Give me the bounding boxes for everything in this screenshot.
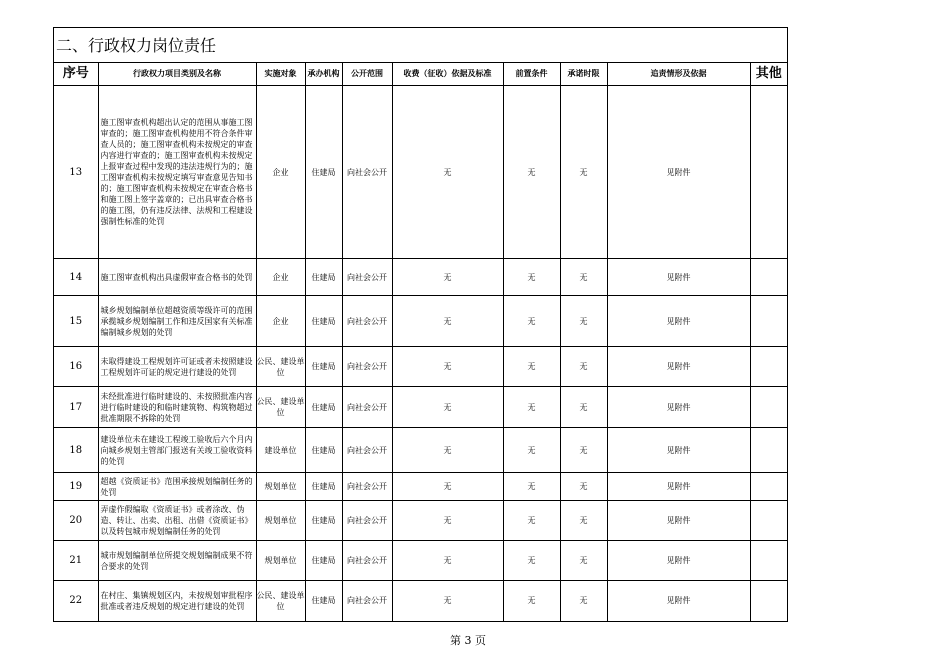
- table-row: [54, 86, 787, 259]
- cell-target: 公民、建设单位: [256, 581, 305, 621]
- cell-liability: 见附件: [607, 296, 750, 347]
- cell-item-name: 在村庄、集镇规划区内，未按规划审批程序批准或者违反规划的规定进行建设的处罚: [98, 581, 256, 621]
- cell-seq: 20: [54, 501, 98, 541]
- cell-agency: 住建局: [305, 473, 342, 501]
- table-row: [54, 501, 787, 541]
- cell-item-name: 施工图审查机构出具虚假审查合格书的处罚: [98, 259, 256, 296]
- cell-fee: 无: [392, 347, 503, 387]
- cell-agency: 住建局: [305, 387, 342, 428]
- cell-seq: 14: [54, 259, 98, 296]
- header-seq: 序号: [54, 63, 98, 86]
- cell-agency: 住建局: [305, 86, 342, 259]
- header-row: [54, 63, 787, 86]
- cell-target: 企业: [256, 296, 305, 347]
- cell-agency: 住建局: [305, 259, 342, 296]
- cell-other: [750, 501, 787, 541]
- cell-fee: 无: [392, 296, 503, 347]
- cell-other: [750, 86, 787, 259]
- table-row: [54, 428, 787, 473]
- cell-time-limit: 无: [560, 86, 607, 259]
- cell-precondition: 无: [503, 473, 560, 501]
- cell-precondition: 无: [503, 347, 560, 387]
- cell-other: [750, 259, 787, 296]
- header-agency: 承办机构: [305, 63, 342, 86]
- cell-scope: 向社会公开: [342, 259, 392, 296]
- cell-liability: 见附件: [607, 501, 750, 541]
- cell-agency: 住建局: [305, 581, 342, 621]
- cell-item-name: 城市规划编制单位所提交规划编制成果不符合要求的处罚: [98, 541, 256, 581]
- header-liability: 追责情形及依据: [607, 63, 750, 86]
- page-number: 第 3 页: [450, 634, 486, 647]
- header-scope: 公开范围: [342, 63, 392, 86]
- cell-scope: 向社会公开: [342, 541, 392, 581]
- cell-seq: 17: [54, 387, 98, 428]
- cell-target: 公民、建设单位: [256, 347, 305, 387]
- cell-fee: 无: [392, 428, 503, 473]
- cell-target: 企业: [256, 86, 305, 259]
- cell-liability: 见附件: [607, 259, 750, 296]
- responsibility-table: [54, 63, 787, 621]
- section-title: 二、行政权力岗位责任: [54, 28, 787, 63]
- table-row: [54, 473, 787, 501]
- cell-scope: 向社会公开: [342, 473, 392, 501]
- cell-seq: 19: [54, 473, 98, 501]
- cell-scope: 向社会公开: [342, 296, 392, 347]
- cell-target: 企业: [256, 259, 305, 296]
- cell-liability: 见附件: [607, 86, 750, 259]
- cell-scope: 向社会公开: [342, 581, 392, 621]
- cell-item-name: 施工图审查机构超出认定的范围从事施工图审查的；施工图审查机构使用不符合条件审查人员的；施工图审查机构未按规定的审查内容进行审查的；施工图审查机构未按规定上报审查过程中发现的违法违规行为的；施工图审查机构未按规定填写审查意见告知书的；施工图审查机构未按规定在审查合格书和施工图上签字盖章的；已出具审查合格书的施工图，仍有违反法律、法规和工程建设强制性标准的处罚: [98, 86, 256, 259]
- cell-precondition: 无: [503, 428, 560, 473]
- cell-other: [750, 541, 787, 581]
- cell-precondition: 无: [503, 86, 560, 259]
- cell-fee: 无: [392, 501, 503, 541]
- cell-item-name: 未经批准进行临时建设的、未按照批准内容进行临时建设的和临时建筑物、构筑物超过批准期限不拆除的处罚: [98, 387, 256, 428]
- cell-seq: 22: [54, 581, 98, 621]
- cell-time-limit: 无: [560, 501, 607, 541]
- cell-precondition: 无: [503, 501, 560, 541]
- cell-agency: 住建局: [305, 541, 342, 581]
- cell-seq: 13: [54, 86, 98, 259]
- cell-time-limit: 无: [560, 259, 607, 296]
- table-row: [54, 347, 787, 387]
- cell-liability: 见附件: [607, 428, 750, 473]
- cell-item-name: 弄虚作假编取《资质证书》或者涂改、伪造、转让、出卖、出租、出借《资质证书》以及转包城市规划编制任务的处罚: [98, 501, 256, 541]
- cell-item-name: 未取得建设工程规划许可证或者未按照建设工程规划许可证的规定进行建设的处罚: [98, 347, 256, 387]
- cell-fee: 无: [392, 541, 503, 581]
- table-row: [54, 296, 787, 347]
- cell-liability: 见附件: [607, 347, 750, 387]
- cell-seq: 21: [54, 541, 98, 581]
- cell-liability: 见附件: [607, 473, 750, 501]
- header-fee: 收费（征收）依据及标准: [392, 63, 503, 86]
- cell-seq: 16: [54, 347, 98, 387]
- cell-time-limit: 无: [560, 387, 607, 428]
- table-row: [54, 387, 787, 428]
- cell-time-limit: 无: [560, 473, 607, 501]
- cell-scope: 向社会公开: [342, 86, 392, 259]
- header-time-limit: 承诺时限: [560, 63, 607, 86]
- header-item: 行政权力项目类别及名称: [98, 63, 256, 86]
- cell-target: 规划单位: [256, 473, 305, 501]
- cell-other: [750, 428, 787, 473]
- cell-target: 建设单位: [256, 428, 305, 473]
- cell-other: [750, 296, 787, 347]
- cell-scope: 向社会公开: [342, 347, 392, 387]
- cell-liability: 见附件: [607, 541, 750, 581]
- cell-precondition: 无: [503, 296, 560, 347]
- cell-item-name: 建设单位未在建设工程竣工验收后六个月内向城乡规划主管部门报送有关竣工验收资料的处罚: [98, 428, 256, 473]
- cell-item-name: 超越《资质证书》范围承接规划编制任务的处罚: [98, 473, 256, 501]
- cell-target: 规划单位: [256, 541, 305, 581]
- cell-other: [750, 387, 787, 428]
- cell-precondition: 无: [503, 259, 560, 296]
- cell-scope: 向社会公开: [342, 387, 392, 428]
- cell-agency: 住建局: [305, 501, 342, 541]
- cell-precondition: 无: [503, 387, 560, 428]
- cell-precondition: 无: [503, 581, 560, 621]
- cell-seq: 18: [54, 428, 98, 473]
- cell-liability: 见附件: [607, 387, 750, 428]
- cell-agency: 住建局: [305, 347, 342, 387]
- cell-time-limit: 无: [560, 541, 607, 581]
- cell-scope: 向社会公开: [342, 428, 392, 473]
- cell-time-limit: 无: [560, 581, 607, 621]
- cell-other: [750, 347, 787, 387]
- cell-fee: 无: [392, 473, 503, 501]
- cell-fee: 无: [392, 86, 503, 259]
- table-row: [54, 541, 787, 581]
- table-row: [54, 259, 787, 296]
- cell-precondition: 无: [503, 541, 560, 581]
- spreadsheet-page: [53, 27, 788, 622]
- cell-fee: 无: [392, 387, 503, 428]
- header-other: 其他: [750, 63, 787, 86]
- cell-item-name: 城乡规划编制单位超越资质等级许可的范围承揽城乡规划编制工作和违反国家有关标准编制城乡规划的处罚: [98, 296, 256, 347]
- header-target: 实施对象: [256, 63, 305, 86]
- cell-other: [750, 473, 787, 501]
- table-row: [54, 581, 787, 621]
- cell-time-limit: 无: [560, 428, 607, 473]
- cell-fee: 无: [392, 259, 503, 296]
- cell-seq: 15: [54, 296, 98, 347]
- cell-time-limit: 无: [560, 347, 607, 387]
- header-precondition: 前置条件: [503, 63, 560, 86]
- cell-target: 公民、建设单位: [256, 387, 305, 428]
- cell-other: [750, 581, 787, 621]
- cell-fee: 无: [392, 581, 503, 621]
- cell-target: 规划单位: [256, 501, 305, 541]
- cell-time-limit: 无: [560, 296, 607, 347]
- cell-liability: 见附件: [607, 581, 750, 621]
- cell-scope: 向社会公开: [342, 501, 392, 541]
- cell-agency: 住建局: [305, 428, 342, 473]
- cell-agency: 住建局: [305, 296, 342, 347]
